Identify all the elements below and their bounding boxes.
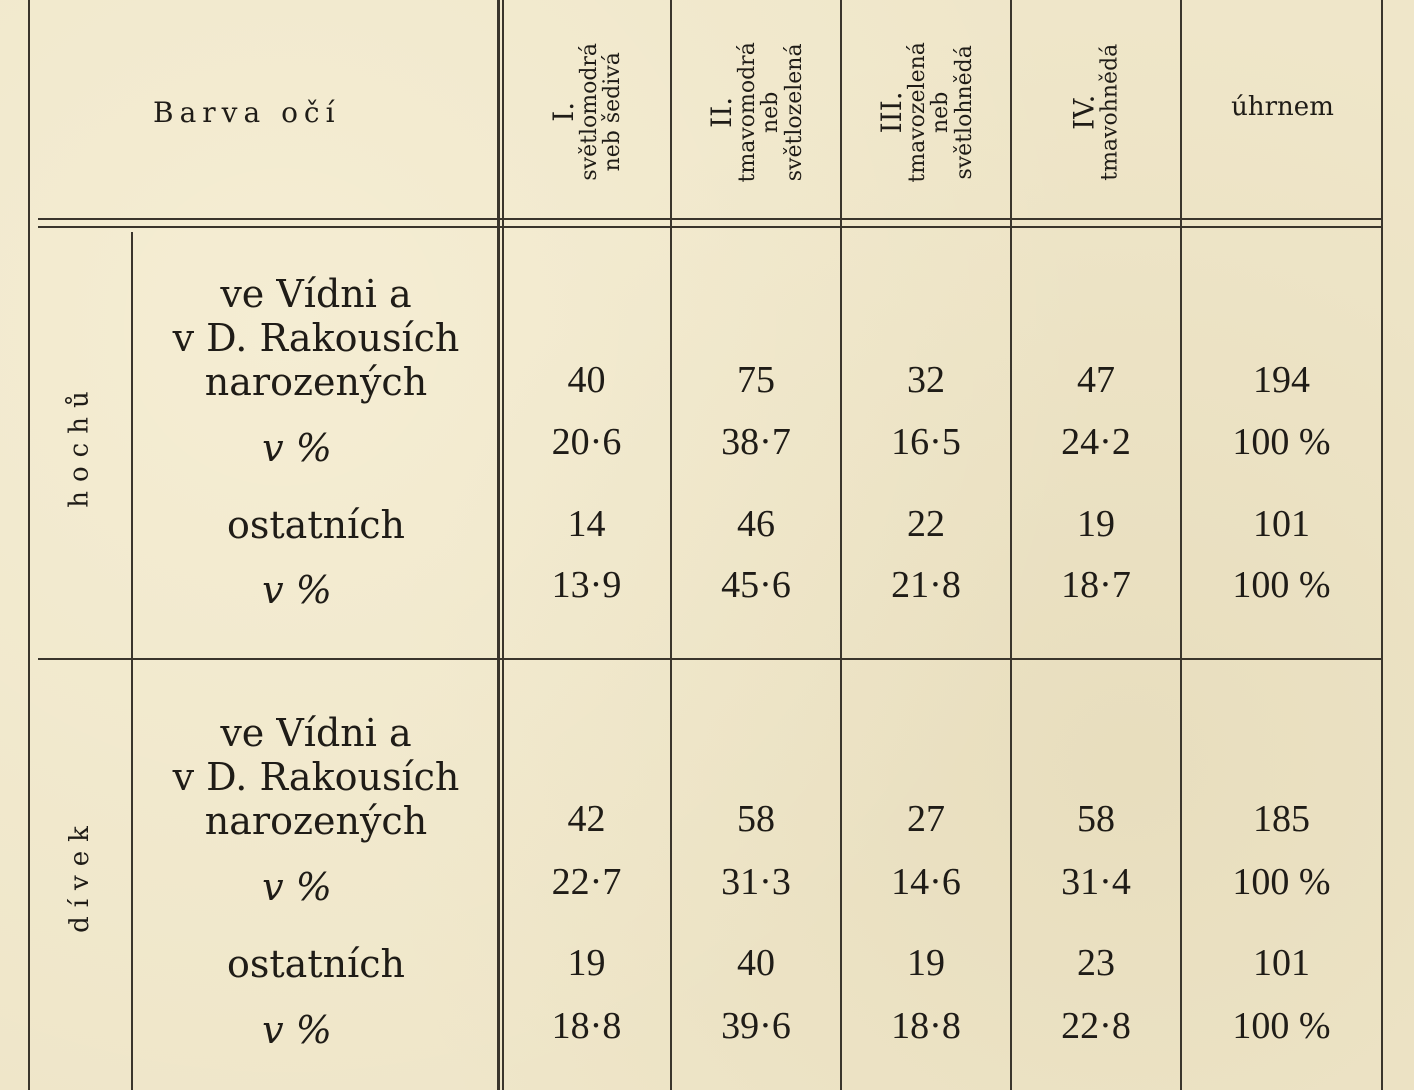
column-line: neb bbox=[758, 91, 784, 133]
table-cell: 40 bbox=[737, 942, 775, 984]
table-cell: 58 bbox=[1077, 798, 1115, 840]
table-cell: 47 bbox=[1077, 359, 1115, 401]
row-label-others bbox=[132, 503, 500, 547]
table-cell: 13·9 bbox=[551, 564, 622, 606]
column-line: neb šedivá bbox=[600, 52, 626, 172]
row-label-percent bbox=[132, 1008, 462, 1052]
table-cell: 24·2 bbox=[1061, 421, 1131, 463]
table-cell: 100 % bbox=[1232, 1005, 1331, 1047]
row-label-line: v % bbox=[262, 1008, 332, 1052]
group-label-text: hochů bbox=[65, 382, 96, 508]
column-line: světlomodrá bbox=[577, 43, 603, 181]
column-header-3 bbox=[842, 8, 1010, 216]
row-label-line: ve Vídni a bbox=[220, 711, 412, 755]
table-cell: 194 bbox=[1253, 359, 1310, 401]
table-cell: 100 % bbox=[1232, 564, 1331, 606]
group-label-girls bbox=[28, 660, 132, 1090]
table-cell: 18·8 bbox=[551, 1005, 622, 1047]
table-cell: 16·5 bbox=[891, 421, 961, 463]
row-label-line: v D. Rakousích bbox=[172, 755, 460, 799]
table-cell: 23 bbox=[1077, 942, 1115, 984]
group-rule bbox=[38, 658, 1382, 660]
table-cell: 32 bbox=[907, 359, 945, 401]
table-cell: 42 bbox=[567, 798, 606, 840]
row-label-percent bbox=[132, 568, 462, 612]
table-cell: 100 % bbox=[1232, 861, 1331, 903]
row-label-others bbox=[132, 942, 500, 986]
column-line: světlozelená bbox=[781, 43, 807, 181]
table-cell: 45·6 bbox=[721, 564, 791, 606]
row-label-line: ostatních bbox=[227, 503, 405, 547]
row-label-line: v % bbox=[262, 426, 332, 470]
table-cell: 46 bbox=[737, 503, 775, 545]
table-cell: 14·6 bbox=[891, 861, 961, 903]
table-cell: 58 bbox=[737, 798, 775, 840]
table-cell: 185 bbox=[1253, 798, 1310, 840]
row-label-line: v % bbox=[262, 865, 332, 909]
group-label-boys bbox=[28, 232, 132, 658]
table-cell: 101 bbox=[1253, 942, 1310, 984]
table-border-right bbox=[1381, 0, 1383, 1090]
column-line: neb bbox=[928, 91, 954, 133]
table-cell: 101 bbox=[1253, 503, 1310, 545]
column-number: II. bbox=[704, 96, 738, 128]
row-label-line: narozených bbox=[204, 799, 428, 843]
column-header-2 bbox=[672, 8, 840, 216]
row-label-line: v % bbox=[262, 568, 332, 612]
column-number: IV. bbox=[1067, 94, 1101, 130]
column-line: tmavohnědá bbox=[1098, 43, 1124, 181]
table-cell: 19 bbox=[1077, 503, 1115, 545]
table-cell: 18·7 bbox=[1061, 564, 1131, 606]
table-cell: 39·6 bbox=[721, 1005, 791, 1047]
table-cell: 22 bbox=[907, 503, 945, 545]
row-label-line: v D. Rakousích bbox=[172, 316, 460, 360]
column-header-4 bbox=[1012, 8, 1180, 216]
table-cell: 38·7 bbox=[721, 421, 791, 463]
column-line: tmavozelená bbox=[905, 41, 931, 183]
table-cell: 40 bbox=[567, 359, 606, 401]
row-label-line: ostatních bbox=[227, 942, 405, 986]
table-cell: 75 bbox=[737, 359, 775, 401]
header-rule-bottom bbox=[38, 226, 1382, 228]
column-line: tmavomodrá bbox=[735, 41, 761, 183]
table-cell: 31·3 bbox=[721, 861, 791, 903]
table-cell: 14 bbox=[567, 503, 606, 545]
column-header-1 bbox=[503, 8, 670, 216]
group-label-text: dívek bbox=[65, 817, 96, 933]
row-label-vienna-born bbox=[132, 272, 500, 404]
row-label-line: narozených bbox=[204, 360, 428, 404]
row-label-percent bbox=[132, 426, 462, 470]
column-header-total: úhrnem bbox=[1231, 92, 1334, 122]
table-cell: 20·6 bbox=[551, 421, 622, 463]
table-cell: 21·8 bbox=[891, 564, 961, 606]
table-cell: 22·7 bbox=[551, 861, 622, 903]
table-cell: 19 bbox=[907, 942, 945, 984]
table-cell: 27 bbox=[907, 798, 945, 840]
table-cell: 22·8 bbox=[1061, 1005, 1131, 1047]
row-label-percent bbox=[132, 865, 462, 909]
column-number: I. bbox=[546, 102, 580, 122]
header-rule-top bbox=[38, 218, 1382, 220]
row-label-line: ve Vídni a bbox=[220, 272, 412, 316]
row-label-vienna-born bbox=[132, 711, 500, 843]
column-number: III. bbox=[874, 90, 908, 134]
row-title: Barva očí bbox=[153, 96, 341, 129]
table-cell: 100 % bbox=[1232, 421, 1331, 463]
table-cell: 19 bbox=[567, 942, 606, 984]
table-cell: 31·4 bbox=[1061, 861, 1131, 903]
column-line: světlohnědá bbox=[951, 44, 977, 180]
table-cell: 18·8 bbox=[891, 1005, 961, 1047]
